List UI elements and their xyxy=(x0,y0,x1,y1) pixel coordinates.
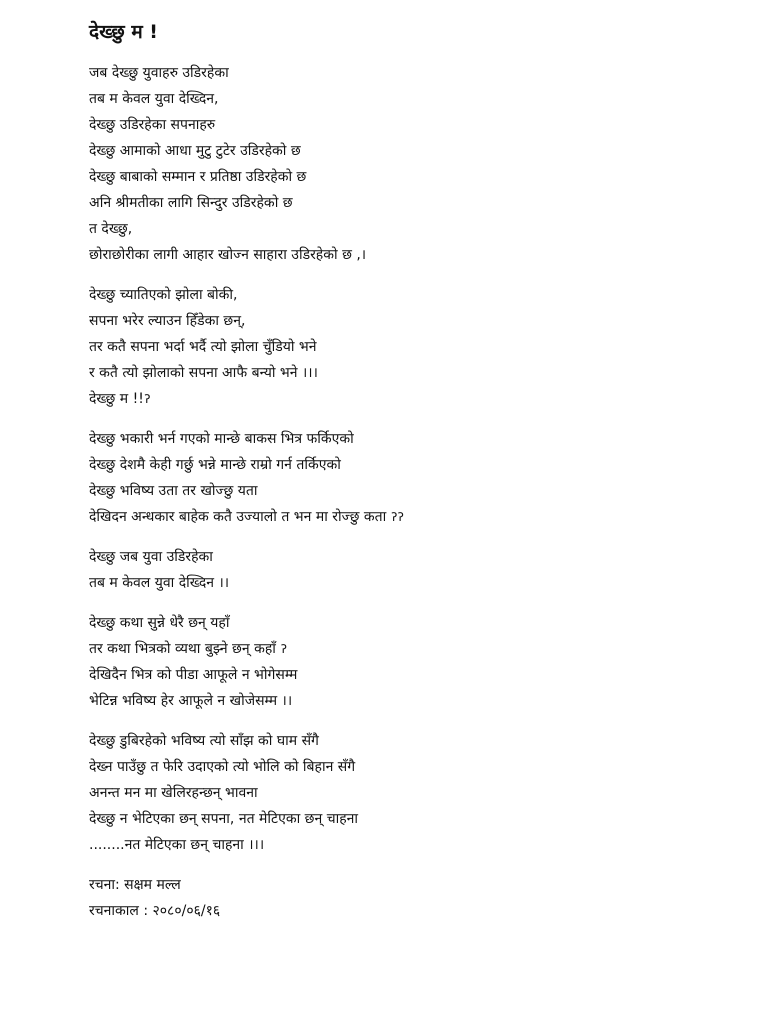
poem-line: देख्छु डुबिरहेको भविष्य त्यो साँझ को घाम सँगै xyxy=(89,733,319,749)
author-line: रचना: सक्षम मल्ल xyxy=(89,877,181,893)
stanza-2 xyxy=(89,282,739,412)
poem-line: देख्छु च्यातिएको झोला बोकी, xyxy=(89,287,238,303)
stanza-3 xyxy=(89,426,739,530)
poem-line: तब म केवल युवा देख्दिन ।। xyxy=(89,575,230,591)
poem-line: ........नत मेटिएका छन् चाहना ।।। xyxy=(89,837,265,853)
stanza-4 xyxy=(89,544,739,596)
stanza-6 xyxy=(89,728,739,858)
poem-line: देख्छु न भेटिएका छन् सपना, नत मेटिएका छन् चाहना xyxy=(89,811,359,827)
stanza-5 xyxy=(89,610,739,714)
date-line: रचनाकाल : २०८०/०६/१६ xyxy=(89,903,221,919)
poem-line: देख्छु भविष्य उता तर खोज्छु यता xyxy=(89,483,258,499)
poem-line: देख्छु भकारी भर्न गएको मान्छे बाकस भित्र फर्किएको xyxy=(89,431,354,447)
poem-line: देख्छु आमाको आधा मुटु टुटेर उडिरहेको छ xyxy=(89,143,301,159)
poem-line: भेटिन्न भविष्य हेर आफूले न खोजेसम्म ।। xyxy=(89,693,293,709)
poem-line: अनि श्रीमतीका लागि सिन्दुर उडिरहेको छ xyxy=(89,195,293,211)
poem-line: देख्छु बाबाको सम्मान र प्रतिष्ठा उडिरहेको छ xyxy=(89,169,307,185)
stanza-1 xyxy=(89,60,739,268)
poem-line: देख्छु जब युवा उडिरहेका xyxy=(89,549,213,565)
poem-line: देख्छु कथा सुन्ने धेरै छन् यहाँ xyxy=(89,615,230,631)
poem-line: तब म केवल युवा देख्दिन, xyxy=(89,91,219,107)
poem-line: र कतै त्यो झोलाको सपना आफै बन्यो भने ।।। xyxy=(89,365,318,381)
poem-line: देख्छु म !!ॽ xyxy=(89,391,151,407)
poem-line: तर कतै सपना भर्दा भर्दै त्यो झोला चुँडियो भने xyxy=(89,339,317,355)
poem-line: जब देख्छु युवाहरु उडिरहेका xyxy=(89,65,229,81)
poem-line: सपना भरेर ल्याउन हिँडेका छन्, xyxy=(89,313,246,329)
poem-line: छोराछोरीका लागी आहार खोज्न साहारा उडिरहेको छ ,। xyxy=(89,247,367,263)
poem-line: त देख्छु, xyxy=(89,221,133,237)
poem-line: देख्छु देशमै केही गर्छु भन्ने मान्छे राम्रो गर्न तर्किएको xyxy=(89,457,341,473)
poem-line: देखिदन अन्धकार बाहेक कतै उज्यालो त भन मा रोज्छु कता ॽॽ xyxy=(89,509,404,525)
poem-page xyxy=(89,18,739,924)
poem-line: अनन्त मन मा खेलिरहन्छन् भावना xyxy=(89,785,258,801)
poem-line: देख्छु उडिरहेका सपनाहरु xyxy=(89,117,216,133)
poem-line: तर कथा भित्रको व्यथा बुझ्ने छन् कहाँ ॽ xyxy=(89,641,287,657)
poem-line: देखिदैन भित्र को पीडा आफूले न भोगेसम्म xyxy=(89,667,298,683)
poem-footer xyxy=(89,872,739,924)
poem-line: देख्न पाउँछु त फेरि उदाएको त्यो भोलि को बिहान सँगै xyxy=(89,759,356,775)
poem-title: देख्छु म ! xyxy=(89,21,158,43)
